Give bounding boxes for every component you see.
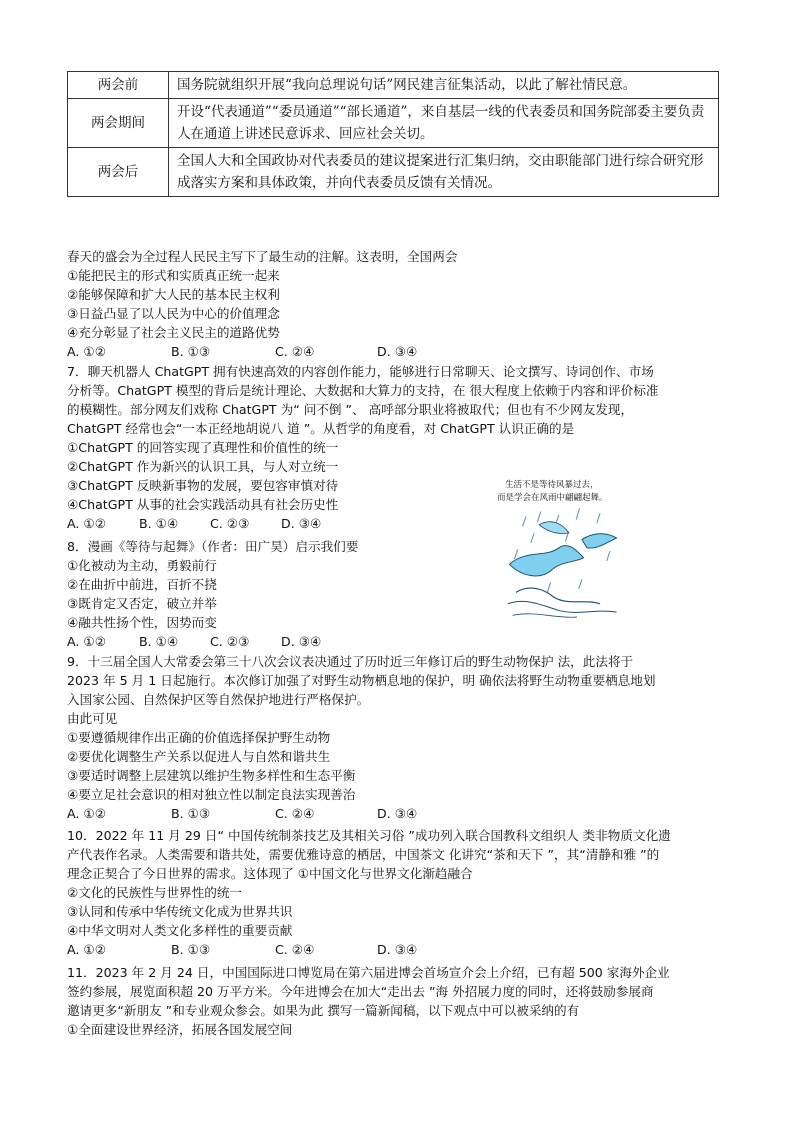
- option-statement: ③既肯定又否定，破立并举: [67, 596, 217, 611]
- option-statement: ①全面建设世界经济，拓展各国发展空间: [67, 1022, 293, 1037]
- option-statement: ②能够保障和扩大人民的基本民主权利: [67, 287, 280, 302]
- question-stem: 由此可见: [67, 711, 118, 726]
- question-11: [67, 963, 727, 1039]
- answer-choices: [67, 632, 727, 651]
- question-stem: 签约参展，展览面积超 20 万平方米。今年进博会在加大“走出去 ”海 外招展力度的同时，还将鼓励参展商: [67, 984, 654, 999]
- question-stem: 的模糊性。部分网友们戏称 ChatGPT 为“ 问不倒 ”、 高呼部分职业将被取代；但也有不少网友发现，: [67, 402, 634, 417]
- answer-choice-c[interactable]: C. ②③: [210, 516, 250, 531]
- answer-choice-b[interactable]: B. ①③: [171, 344, 211, 359]
- question-stem: 2023 年 5 月 1 日起施行。本次修订加强了对野生动物栖息地的保护，明 确依法将野生动物重要栖息地划: [67, 673, 656, 688]
- question-stem: ChatGPT 经常也会“一本正经地胡说八 道 ”。从哲学的角度看，对 ChatGPT 认识正确的是: [67, 421, 575, 436]
- answer-choice-b[interactable]: B. ①④: [139, 634, 179, 649]
- question-stem: 11．2023 年 2 月 24 日，中国国际进口博览局在第六届进博会首场宣介会上介绍，已有超 500 家海外企业: [67, 965, 670, 980]
- answer-choice-c[interactable]: C. ②④: [275, 942, 315, 957]
- question-stem: 春天的盛会为全过程人民民主写下了最生动的注解。这表明，全国两会: [67, 249, 458, 264]
- option-statement: ①能把民主的形式和实质真正统一起来: [67, 268, 280, 283]
- table-row-text: 全国人大和全国政协对代表委员的建议提案进行汇集归纳，交由职能部门进行综合研究形成落实方案和具体政策，并向代表委员反馈有关情况。: [169, 148, 719, 197]
- option-statement: ③认同和传承中华传统文化成为世界共识: [67, 904, 293, 919]
- option-statement: ③日益凸显了以人民为中心的价值理念: [67, 306, 280, 321]
- table-row: [68, 72, 719, 99]
- answer-choice-c[interactable]: C. ②③: [210, 634, 250, 649]
- answer-choice-a[interactable]: A. ①②: [67, 344, 106, 359]
- question-6: [67, 247, 727, 361]
- answer-choice-c[interactable]: C. ②④: [275, 806, 315, 821]
- answer-choice-d[interactable]: D. ③④: [377, 806, 418, 821]
- answer-choice-b[interactable]: B. ①③: [171, 942, 211, 957]
- answer-choice-c[interactable]: C. ②④: [275, 344, 315, 359]
- option-statement: ④融共性扬个性，因势而变: [67, 615, 217, 630]
- question-9: [67, 652, 727, 823]
- table-row: [68, 99, 719, 148]
- table-row-label: 两会前: [68, 72, 169, 99]
- question-stem: 入国家公园、自然保护区等自然保护地进行严格保护。: [67, 692, 370, 707]
- option-statement: ④充分彰显了社会主义民主的道路优势: [67, 325, 280, 340]
- option-statement: ②要优化调整生产关系以促进人与自然和谐共生: [67, 749, 331, 764]
- question-stem: 分析等。ChatGPT 模型的背后是统计理论、大数据和大算力的支持，在 很大程度上依赖于内容和评价标准: [67, 383, 659, 398]
- option-statement: ②在曲折中前进，百折不挠: [67, 577, 217, 592]
- question-stem: 7．聊天机器人 ChatGPT 拥有快速高效的内容创作能力，能够进行日常聊天、论文撰写、诗词创作、市场: [67, 364, 654, 379]
- cartoon-caption-line1: 生活不是等待风暴过去，: [505, 480, 599, 490]
- two-sessions-table: [67, 71, 719, 197]
- option-statement: ④ChatGPT 从事的社会实践活动具有社会历史性: [67, 497, 339, 512]
- option-statement: ②文化的民族性与世界性的统一: [67, 885, 243, 900]
- answer-choice-a[interactable]: A. ①②: [67, 634, 106, 649]
- table-row-text: 开设“代表通道”“委员通道”“部长通道”，来自基层一线的代表委员和国务院部委主要负责人在通道上讲述民意诉求、回应社会关切。: [169, 99, 719, 148]
- answer-choice-b[interactable]: B. ①③: [171, 806, 211, 821]
- question-stem: 理念正契合了今日世界的需求。这体现了 ①中国文化与世界文化渐趋融合: [67, 866, 473, 881]
- table-row-text: 国务院就组织开展“我向总理说句话”网民建言征集活动，以此了解社情民意。: [169, 72, 719, 99]
- answer-choices: [67, 804, 727, 823]
- question-stem: 产代表作名录。人类需要和谐共处，需要优雅诗意的栖居，中国茶文 化讲究“茶和天下 ”，其“清静和雅 ”的: [67, 847, 660, 862]
- table-row-label: 两会后: [68, 148, 169, 197]
- option-statement: ④要立足社会意识的相对独立性以制定良法实现善治: [67, 787, 356, 802]
- option-statement: ③ChatGPT 反映新事物的发展，要包容审慎对待: [67, 478, 339, 493]
- answer-choice-b[interactable]: B. ①④: [139, 516, 179, 531]
- question-stem: 9．十三届全国人大常委会第三十八次会议表决通过了历时近三年修订后的野生动物保护 法，此法将于: [67, 654, 634, 669]
- option-statement: ②ChatGPT 作为新兴的认识工具，与人对立统一: [67, 459, 339, 474]
- answer-choice-a[interactable]: A. ①②: [67, 516, 106, 531]
- dancer-shape: [509, 546, 583, 576]
- answer-choice-a[interactable]: A. ①②: [67, 806, 106, 821]
- answer-choice-d[interactable]: D. ③④: [281, 516, 322, 531]
- answer-choices: [67, 940, 727, 959]
- option-statement: ①要遵循规律作出正确的价值选择保护野生动物: [67, 730, 331, 745]
- answer-choices: [67, 342, 727, 361]
- cartoon-caption-line2: 而是学会在风雨中翩翩起舞。: [497, 493, 608, 503]
- answer-choice-a[interactable]: A. ①②: [67, 942, 106, 957]
- cartoon-image: [488, 500, 638, 622]
- table-row: [68, 148, 719, 197]
- table-row-label: 两会期间: [68, 99, 169, 148]
- question-stem: 8．漫画《等待与起舞》（作者：田广昊）启示我们要: [67, 539, 359, 554]
- question-stem: 10．2022 年 11 月 29 日“ 中国传统制茶技艺及其相关习俗 ”成功列入联合国教科文组织人 类非物质文化遗: [67, 828, 671, 843]
- option-statement: ④中华文明对人类文化多样性的重要贡献: [67, 923, 293, 938]
- answer-choice-d[interactable]: D. ③④: [377, 942, 418, 957]
- option-statement: ③要适时调整上层建筑以维护生物多样性和生态平衡: [67, 768, 356, 783]
- question-10: [67, 826, 727, 959]
- option-statement: ①化被动为主动，勇毅前行: [67, 558, 217, 573]
- question-stem: 邀请更多“新朋友 ”和专业观众参会。如果为此 撰写一篇新闻稿，以下观点中可以被采纳的有: [67, 1003, 580, 1018]
- answer-choice-d[interactable]: D. ③④: [281, 634, 322, 649]
- answer-choice-d[interactable]: D. ③④: [377, 344, 418, 359]
- option-statement: ①ChatGPT 的回答实现了真理性和价值性的统一: [67, 440, 339, 455]
